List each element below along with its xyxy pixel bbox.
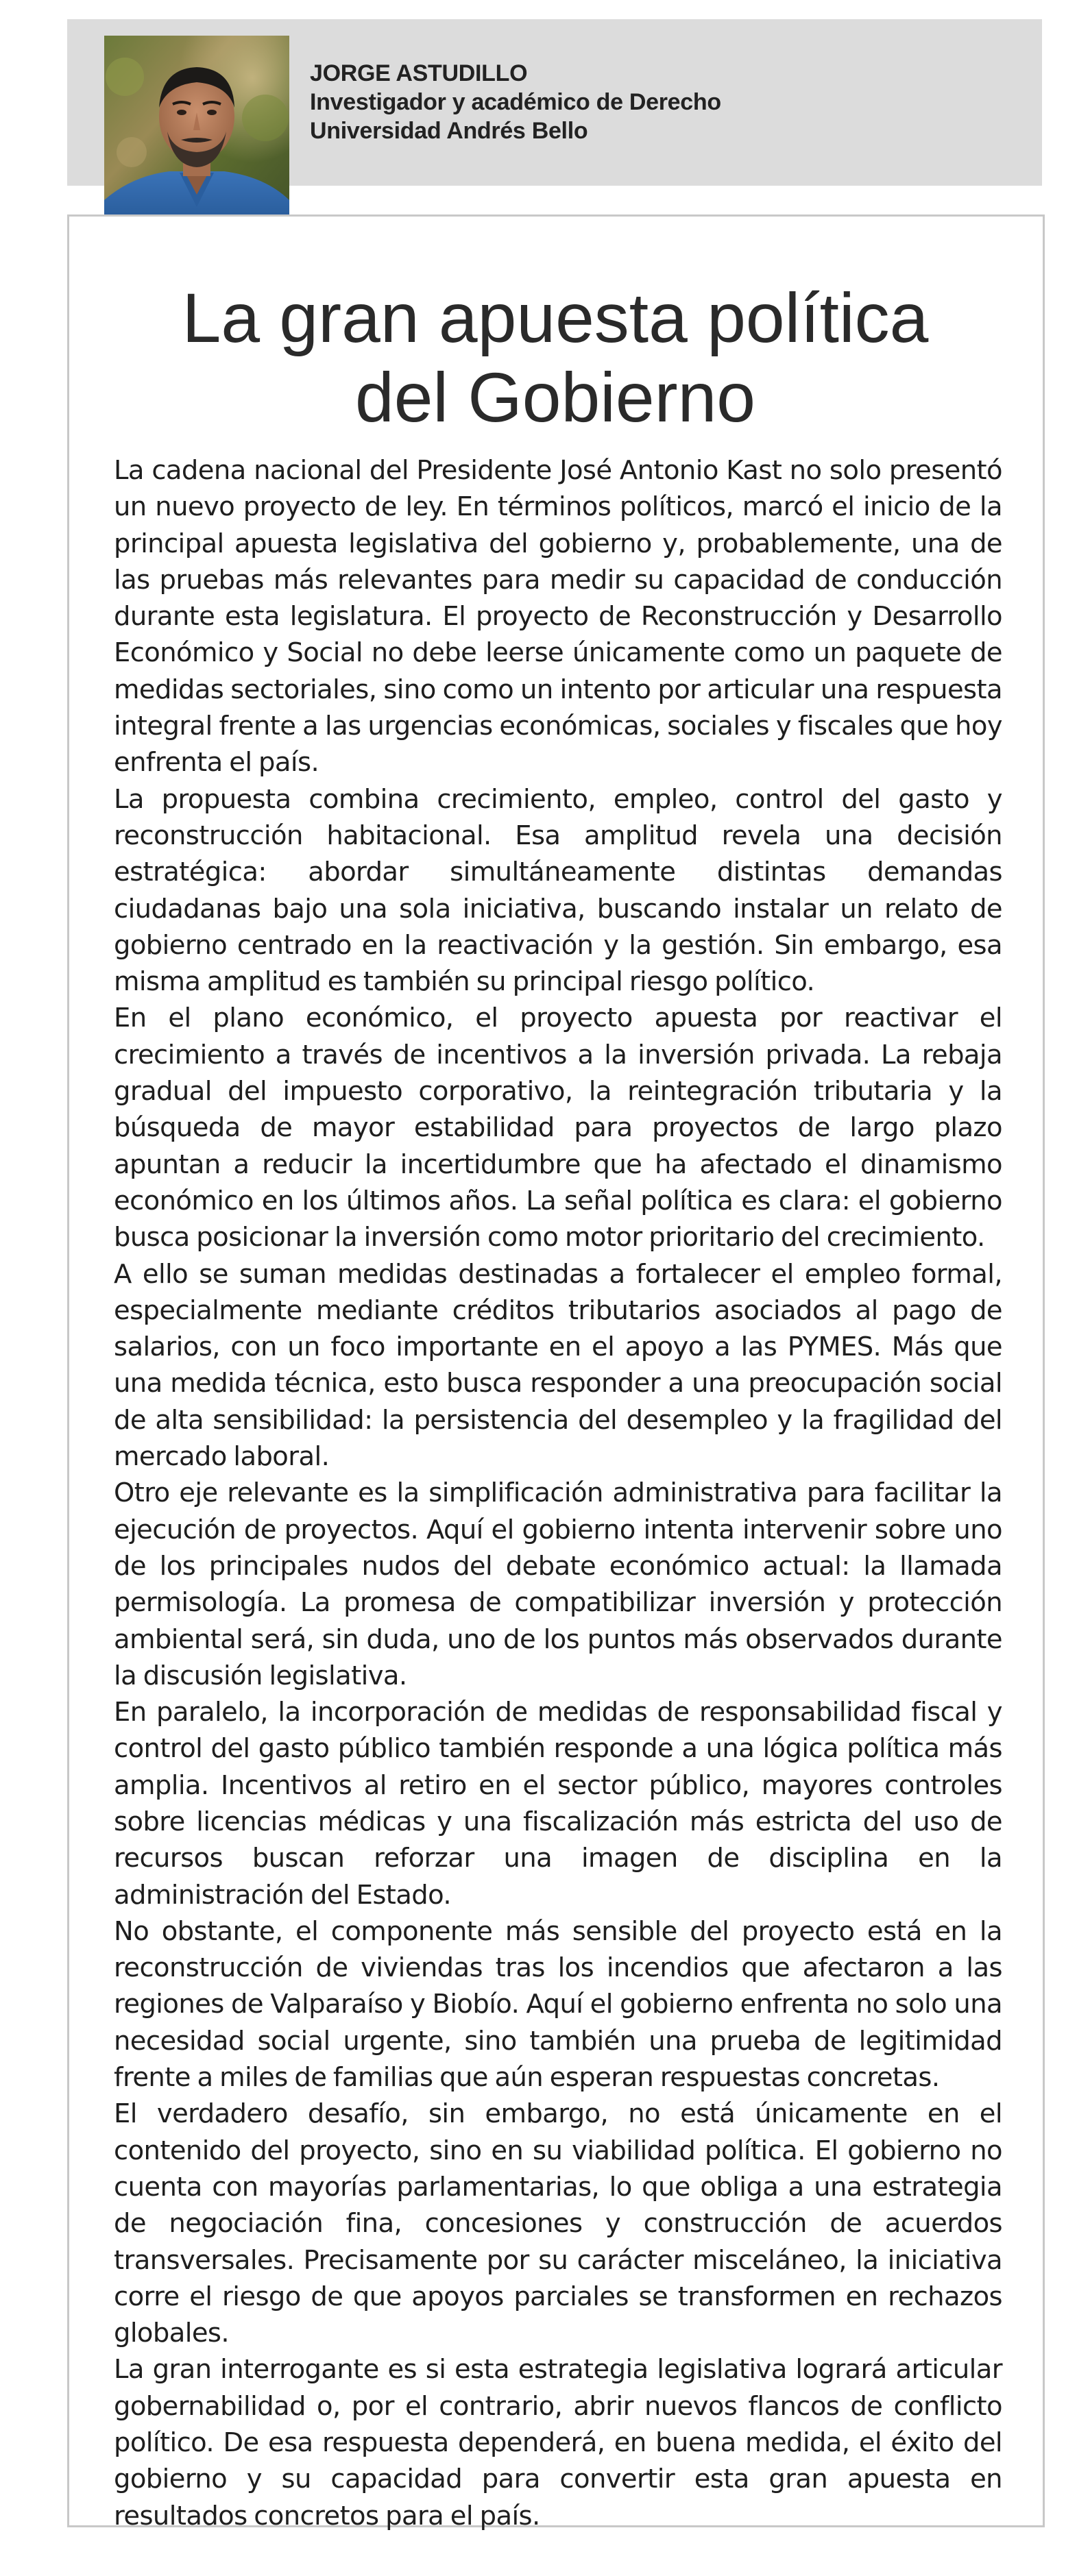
article-paragraph: La cadena nacional del Presidente José Antonio Kast no solo presentó un nuevo proyecto de ley. En términos políticos, marcó el inicio de la principal apuesta legislativa del gobierno y, probablemente, una de las pruebas más relevantes para medir su capacidad de conducción durante esta legislatura. El proyecto de Reconstrucción y Desarrollo Económico y Social no debe leerse únicamente como un paquete de medidas sectoriales, sino como un intento por articular una respuesta integral frente a las urgencias económicas, sociales y fiscales que hoy enfrenta el país. (114, 455, 1002, 778)
article-paragraph: En paralelo, la incorporación de medidas de responsabilidad fiscal y control del gasto público también responde a una lógica política más amplia. Incentivos al retiro en el sector público, mayores controles sobre licencias médicas y una fiscalización más estricta del uso de recursos buscan reforzar una imagen de disciplina en la administración del Estado. (114, 1697, 1002, 1911)
article-title (110, 278, 1001, 437)
article-paragraph: La gran interrogante es si esta estrategia legislativa logrará articular gobernabilidad o, por el contrario, abrir nuevos flancos de conflicto político. De esa respuesta dependerá, en buena medida, el éxito del gobierno y su capacidad para convertir esta gran apuesta en resultados concretos para el país. (114, 2354, 1002, 2531)
article-paragraph: A ello se suman medidas destinadas a fortalecer el empleo formal, especialmente mediante créditos tributarios asociados al pago de salarios, con un foco importante en el apoyo a las PYMES. Más que una medida técnica, esto busca responder a una preocupación social de alta sensibilidad: la persistencia del desempleo y la fragilidad del mercado laboral. (114, 1258, 1002, 1473)
article-body (114, 452, 1002, 2534)
author-info (310, 59, 995, 145)
author-name: JORGE ASTUDILLO (310, 60, 528, 86)
article-paragraph: La propuesta combina crecimiento, empleo, control del gasto y reconstrucción habitacional. Esa amplitud revela una decisión estratégica: abordar simultáneamente distintas demandas ciudadanas bajo una sola iniciativa, buscando instalar un relato de gobierno centrado en la reactivación y la gestión. Sin embargo, esa misma amplitud es también su principal riesgo político. (114, 783, 1002, 998)
article-paragraph: En el plano económico, el proyecto apuesta por reactivar el crecimiento a través de incentivos a la inversión privada. La rebaja gradual del impuesto corporativo, la reintegración tributaria y la búsqueda de mayor estabilidad para proyectos de largo plazo apuntan a reducir la incertidumbre que ha afectado el dinamismo económico en los últimos años. La señal política es clara: el gobierno busca posicionar la inversión como motor prioritario del crecimiento. (114, 1003, 1002, 1253)
article-title-line-1: La gran apuesta política (182, 279, 929, 357)
article-paragraph: El verdadero desafío, sin embargo, no está únicamente en el contenido del proyecto, sino en su viabilidad política. El gobierno no cuenta con mayorías parlamentarias, lo que obliga a una estrategia de negociación fina, concesiones y construcción de acuerdos transversales. Precisamente por su carácter misceláneo, la iniciativa corre el riesgo de que apoyos parciales se transformen en rechazos globales. (114, 2098, 1002, 2349)
author-institution: Universidad Andrés Bello (310, 118, 588, 144)
article-title-line-2: del Gobierno (354, 358, 756, 437)
author-role: Investigador y académico de Derecho (310, 89, 721, 115)
article-paragraph: No obstante, el componente más sensible del proyecto está en la reconstrucción de viviendas tras los incendios que afectaron a las regiones de Valparaíso y Biobío. Aquí el gobierno enfrenta no solo una necesidad social urgente, sino también una prueba de legitimidad frente a miles de familias que aún esperan respuestas concretas. (114, 1915, 1002, 2094)
article-paragraph: Otro eje relevante es la simplificación administrativa para facilitar la ejecución de proyectos. Aquí el gobierno intenta intervenir sobre uno de los principales nudos del debate económico actual: la llamada permisología. La promesa de compatibilizar inversión y protección ambiental será, sin duda, uno de los puntos más observados durante la discusión legislativa. (114, 1477, 1002, 1691)
